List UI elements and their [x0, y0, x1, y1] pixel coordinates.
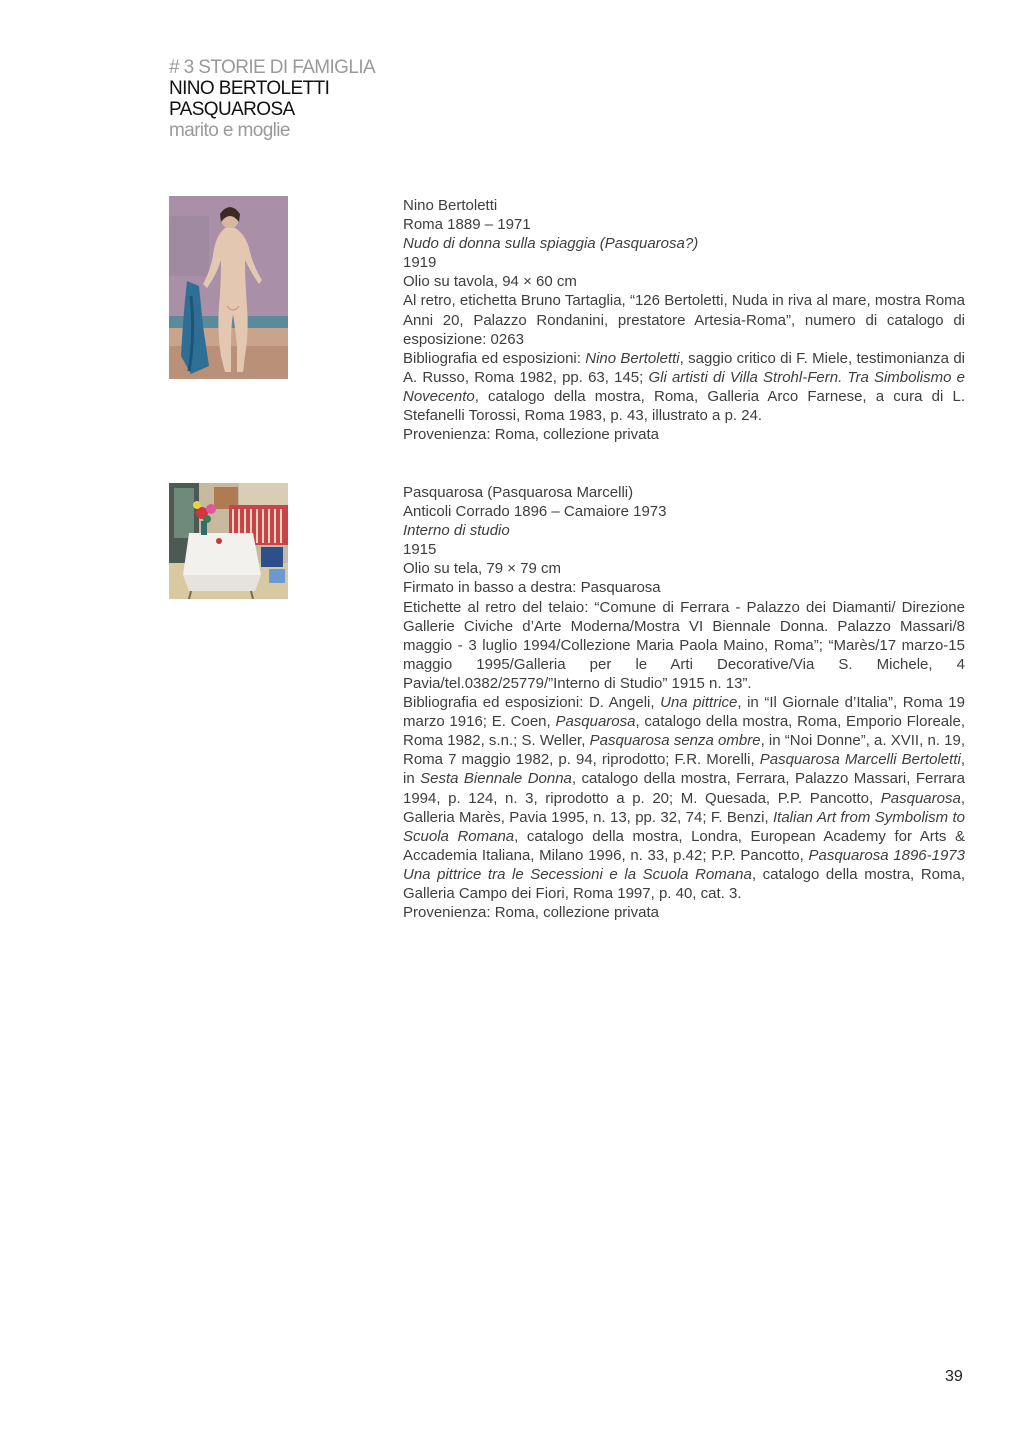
- painting-thumbnail-nude: [169, 196, 288, 379]
- artwork-year: 1915: [403, 541, 437, 559]
- provenance: Provenienza: Roma, collezione privata: [403, 426, 659, 444]
- bibliography: Bibliografia ed esposizioni: Nino Bertoletti, saggio critico di F. Miele, testimonianza di A. Russo, Roma 1982, pp. 63, 145; Gli artisti di Villa Strohl-Fern. Tra Simbolismo e Novecento, catalogo della mostra, Roma, Galleria Arco Farnese, a cura di L. Stefanelli Torossi, Roma 1983, p. 43, illustrato a p. 24.: [403, 349, 965, 425]
- artwork-signature: Firmato in basso a destra: Pasquarosa: [403, 579, 661, 597]
- section-title: # 3 STORIE DI FAMIGLIA: [169, 57, 376, 78]
- label-note: Etichette al retro del telaio: “Comune di Ferrara - Palazzo dei Diamanti/ Direzione Gallerie Civiche d’Arte Moderna/Mostra VI Biennale Donna. Palazzo Massari/8 maggio - 3 luglio 1994/Collezione Maria Paola Maino, Roma”; “Marès/17 marzo-15 maggio 1995/Galleria per le Arti Decorative/Via S. Michele, 4 Pavia/tel.0382/25779/”Interno di Studio” 1915 n. 13”.: [403, 598, 965, 692]
- artwork-medium: Olio su tavola, 94 × 60 cm: [403, 273, 577, 291]
- artist-name-2: PASQUAROSA: [169, 99, 295, 120]
- page-number: 39: [945, 1368, 963, 1385]
- entry-text: [403, 483, 965, 922]
- artwork-year: 1919: [403, 254, 437, 272]
- artwork-medium: Olio su tela, 79 × 79 cm: [403, 560, 561, 578]
- provenance: Provenienza: Roma, collezione privata: [403, 904, 659, 922]
- artwork-title: Nudo di donna sulla spiaggia (Pasquarosa?): [403, 235, 699, 253]
- artwork-title: Interno di studio: [403, 522, 510, 540]
- page-header: [169, 57, 375, 141]
- artist-name-1: NINO BERTOLETTI: [169, 78, 330, 99]
- artist-name: Nino Bertoletti: [403, 197, 498, 214]
- artist-lifespan: Anticoli Corrado 1896 – Camaiore 1973: [403, 503, 667, 521]
- artist-name: Pasquarosa (Pasquarosa Marcelli): [403, 484, 634, 501]
- section-subtitle: marito e moglie: [169, 120, 290, 141]
- bibliography: Bibliografia ed esposizioni: D. Angeli, Una pittrice, in “Il Giornale d’Italia”, Roma 19 marzo 1916; E. Coen, Pasquarosa, catalogo della mostra, Roma, Emporio Floreale, Roma 1982, s.n.; S. Weller, Pasquarosa senza ombre, in “Noi Donne”, a. XVII, n. 19, Roma 7 maggio 1982, p. 94, riprodotto; F.R. Morelli, Pasquarosa Marcelli Bertoletti, in Sesta Biennale Donna, catalogo della mostra, Ferrara, Palazzo Massari, Ferrara 1994, p. 124, n. 3, riprodotto a p. 20; M. Quesada, P.P. Pancotto, Pasquarosa, Galleria Marès, Pavia 1995, n. 13, pp. 32, 74; F. Benzi, Italian Art from Symbolism to Scuola Romana, catalogo della mostra, Londra, European Academy for Arts & Accademia Italiana, Milano 1996, n. 33, p.42; P.P. Pancotto, Pasquarosa 1896-1973 Una pittrice tra le Secessioni e la Scuola Romana, catalogo della mostra, Roma, Galleria Campo dei Fiori, Roma 1997, p. 40, cat. 3.: [403, 694, 966, 902]
- entry-text: [403, 196, 965, 444]
- painting-thumbnail-interior: [169, 483, 288, 599]
- artist-lifespan: Roma 1889 – 1971: [403, 216, 531, 234]
- label-note: Al retro, etichetta Bruno Tartaglia, “126 Bertoletti, Nuda in riva al mare, mostra Roma Anni 20, Palazzo Rondanini, prestatore Artesia-Roma”, numero di catalogo di esposizione: 0263: [403, 292, 965, 348]
